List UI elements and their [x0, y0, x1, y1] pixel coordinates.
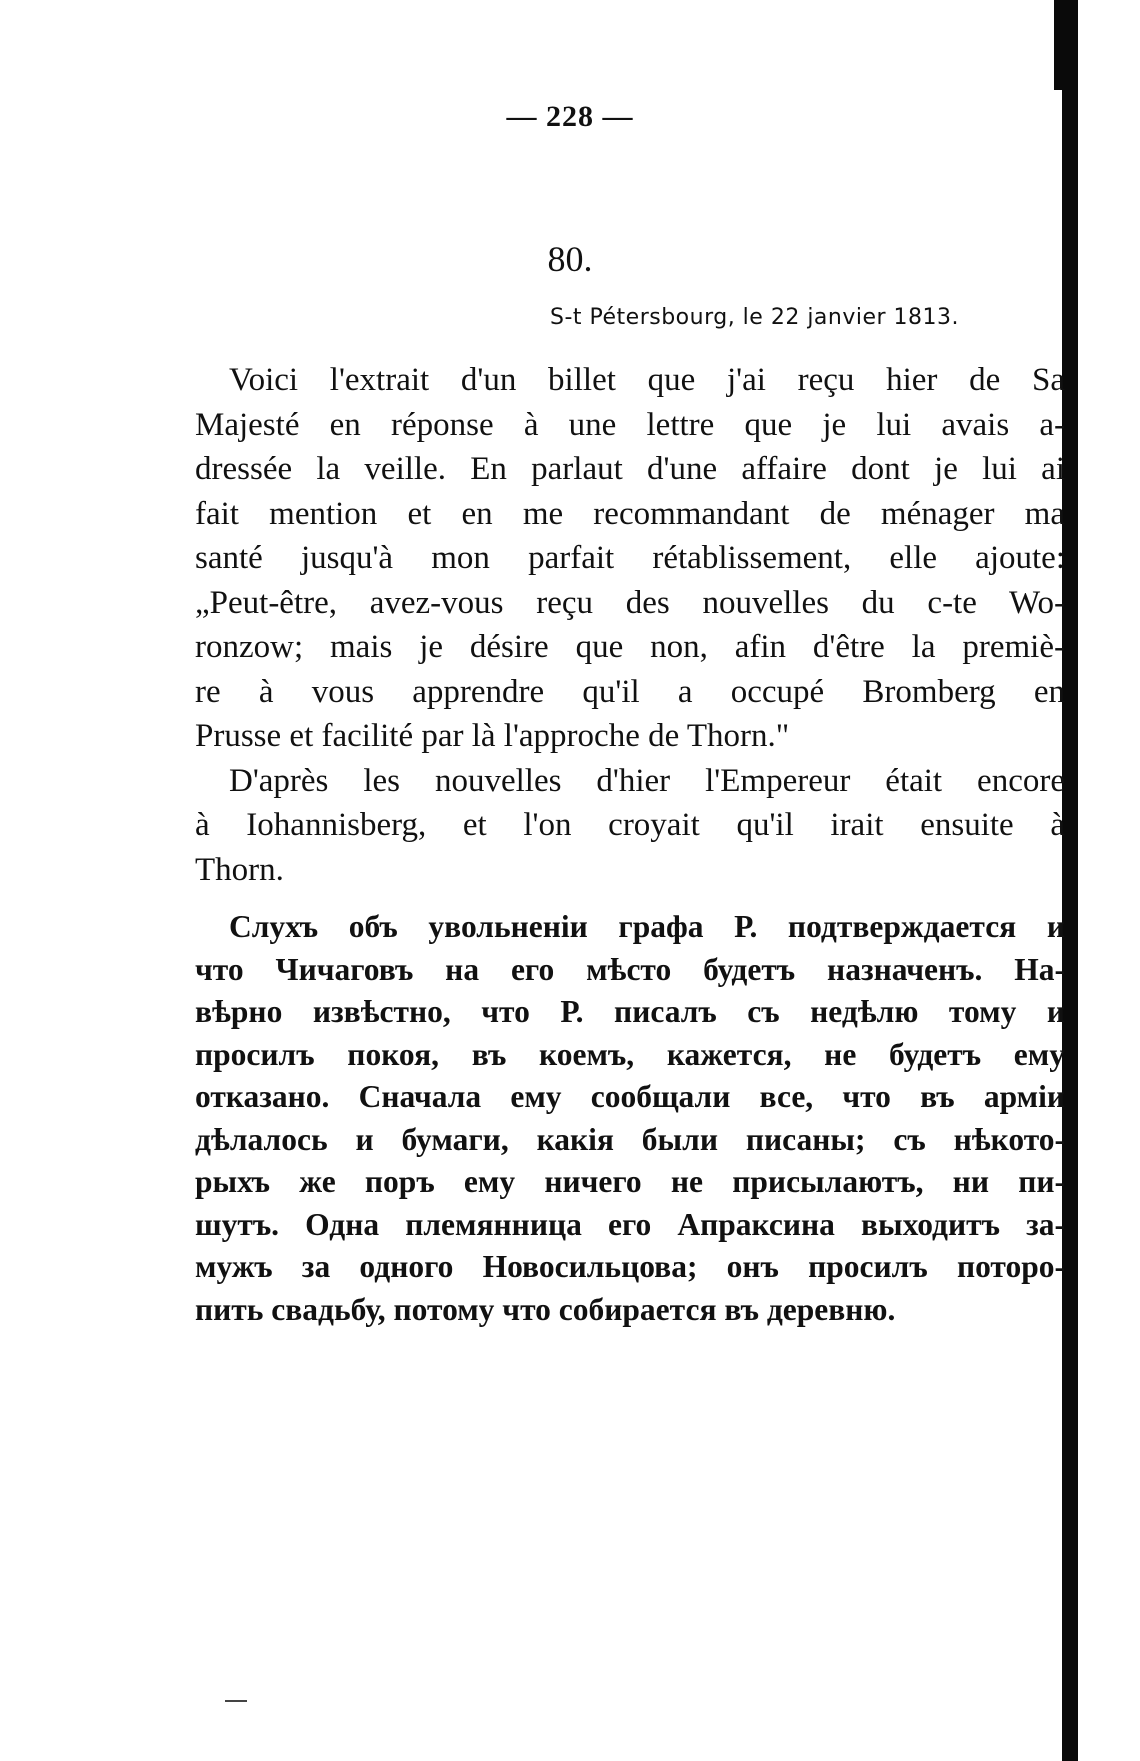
text-line: вѣрно извѣстно, что Р. писалъ съ недѣлю тому и [195, 994, 1065, 1029]
text-line: Thorn. [195, 851, 284, 888]
text-line: мужъ за одного Новосильцова; онъ просилъ поторо- [195, 1249, 1065, 1284]
text-line: что Чичаговъ на его мѣсто будетъ назначенъ. На- [195, 951, 1065, 987]
french-paragraph-1 [195, 358, 1065, 759]
text-line: Majesté en réponse à une lettre que je lui avais a- [195, 406, 1065, 443]
french-paragraph-2 [195, 759, 1065, 893]
text-line: santé jusqu'à mon parfait rétablissement, elle ajoute: [195, 540, 1065, 576]
text-line: fait mention et en me recommandant de ménager ma [195, 495, 1065, 532]
text-line: à Iohannisberg, et l'on croyait qu'il irait ensuite à [195, 807, 1065, 843]
text-line: шутъ. Одна племянница его Апраксина выходитъ за- [195, 1206, 1065, 1242]
russian-paragraph [195, 906, 1065, 1331]
text-line: dressée la veille. En parlaut d'une affaire dont je lui ai [195, 451, 1065, 487]
text-line: „Peut-être, avez-vous reçu des nouvelles du c-te Wo- [195, 584, 1065, 621]
footer-dash [225, 1700, 247, 1702]
letter-body [195, 358, 1065, 1331]
text-line: D'après les nouvelles d'hier l'Empereur était encore [229, 762, 1065, 799]
text-line: рыхъ же поръ ему ничего не присылаютъ, ни пи- [195, 1164, 1065, 1199]
text-line: Voici l'extrait d'un billet que j'ai reçu hier de Sa [229, 362, 1065, 398]
text-line: отказано. Сначала ему сообщали все, что въ арміи [195, 1079, 1065, 1114]
text-line: Слухъ объ увольненіи графа Р. подтверждается и [229, 909, 1065, 944]
dateline: S-t Pétersbourg, le 22 janvier 1813. [550, 305, 960, 330]
text-line: пить свадьбу, потому что собирается въ деревню. [195, 1291, 896, 1327]
text-line: ronzow; mais je désire que non, afin d'être la premiè- [195, 629, 1065, 665]
text-line: просилъ покоя, въ коемъ, кажется, не будетъ ему [195, 1036, 1065, 1072]
text-line: re à vous apprendre qu'il a occupé Bromberg en [195, 673, 1065, 710]
page-number: — 228 — [506, 100, 634, 133]
letter-number: 80. [547, 239, 593, 279]
text-line: Prusse et facilité par là l'approche de Thorn." [195, 718, 790, 754]
text-line: дѣлалось и бумаги, какія были писаны; съ нѣкото- [195, 1121, 1065, 1157]
